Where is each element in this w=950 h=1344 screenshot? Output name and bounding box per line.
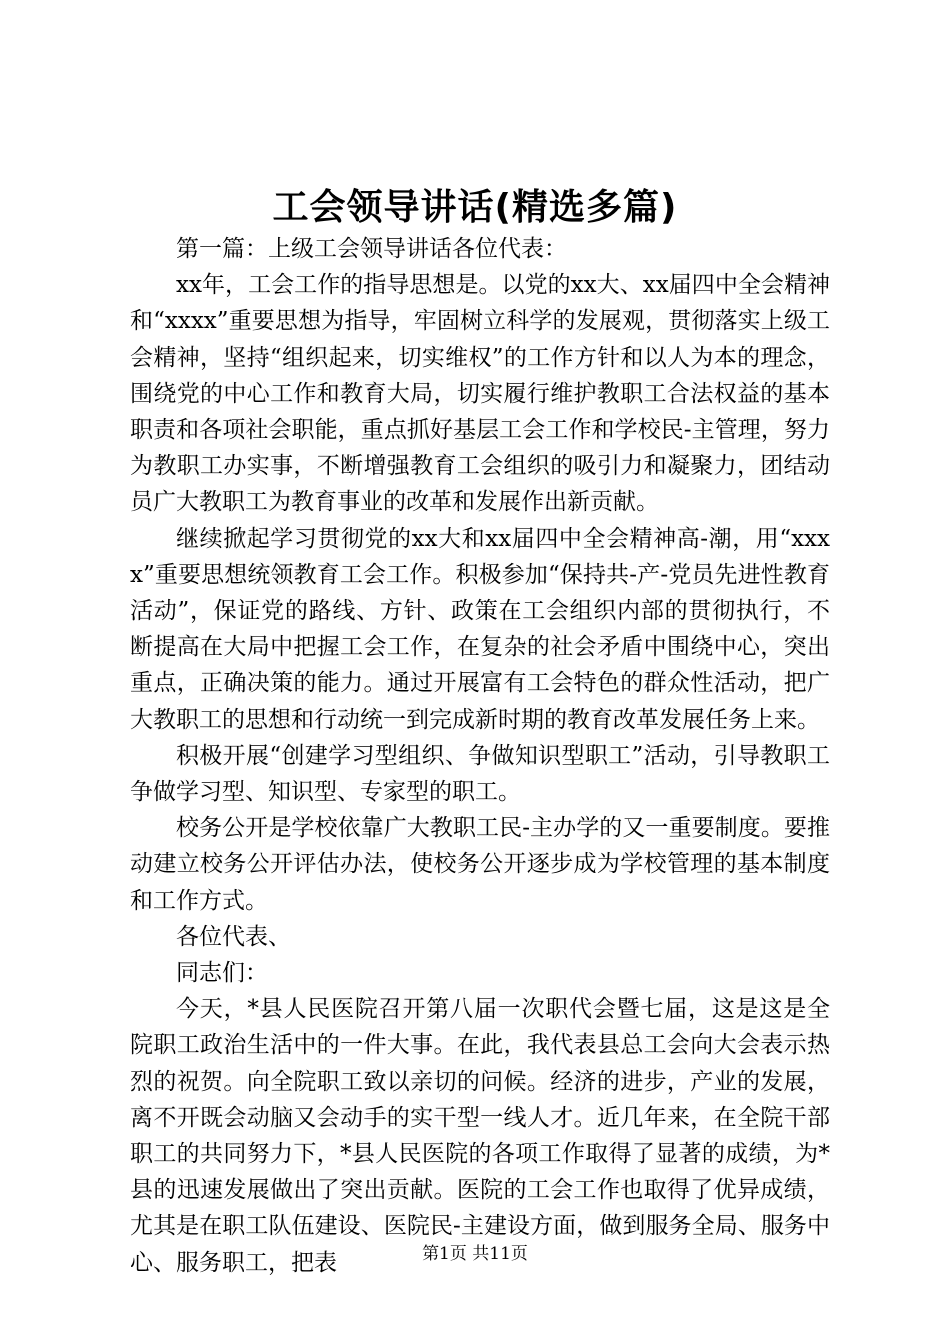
paragraph: xx年，工会工作的指导思想是。以党的xx大、xx届四中全会精神和“xxxx”重要思想为指导，牢固树立科学的发展观，贯彻落实上级工会精神，坚持“组织起来，切实维权”的工作方针和以人为本的理念，围绕党的中心工作和教育大局，切实履行维护教职工合法权益的基本职责和各项社会职能，重点抓好基层工会工作和学校民-主管理，努力为教职工办实事，不断增强教育工会组织的吸引力和凝聚力，团结动员广大教职工为教育事业的改革和发展作出新贡献。: [130, 272, 830, 516]
document-body: [130, 231, 830, 1281]
paragraph: 各位代表、: [176, 923, 291, 950]
paragraph: 校务公开是学校依靠广大教职工民-主办学的又一重要制度。要推动建立校务公开评估办法，使校务公开逐步成为学校管理的基本制度和工作方式。: [130, 815, 830, 914]
paragraph: 同志们：: [176, 960, 268, 987]
page-footer: 第1页 共11页: [422, 1244, 528, 1264]
paragraph: 今天，*县人民医院召开第八届一次职代会暨七届，这是这是全院职工政治生活中的一件大事。在此，我代表县总工会向大会表示热烈的祝贺。向全院职工致以亲切的问候。经济的进步，产业的发展，离不开既会动脑又会动手的实干型一线人才。近几年来，在全院干部职工的共同努力下，*县人民医院的各项工作取得了显著的成绩，为*县的迅速发展做出了突出贡献。医院的工会工作也取得了优异成绩，尤其是在职工队伍建设、医院民-主建设方面，做到服务全局、服务中心、服务职工，把表: [130, 996, 830, 1276]
paragraph: 积极开展“创建学习型组织、争做知识型职工”活动，引导教职工争做学习型、知识型、专家型的职工。: [130, 742, 830, 806]
document-title: 工会领导讲话(精选多篇): [272, 187, 678, 228]
paragraph: 继续掀起学习贯彻党的xx大和xx届四中全会精神高-潮，用“xxxx”重要思想统领教育工会工作。积极参加“保持共-产-党员先进性教育活动”，保证党的路线、方针、政策在工会组织内部的贯彻执行，不断提高在大局中把握工会工作，在复杂的社会矛盾中围绕中心，突出重点，正确决策的能力。通过开展富有工会特色的群众性活动，把广大教职工的思想和行动统一到完成新时期的教育改革发展任务上来。: [130, 525, 830, 733]
paragraph: 第一篇：上级工会领导讲话各位代表：: [176, 236, 567, 262]
